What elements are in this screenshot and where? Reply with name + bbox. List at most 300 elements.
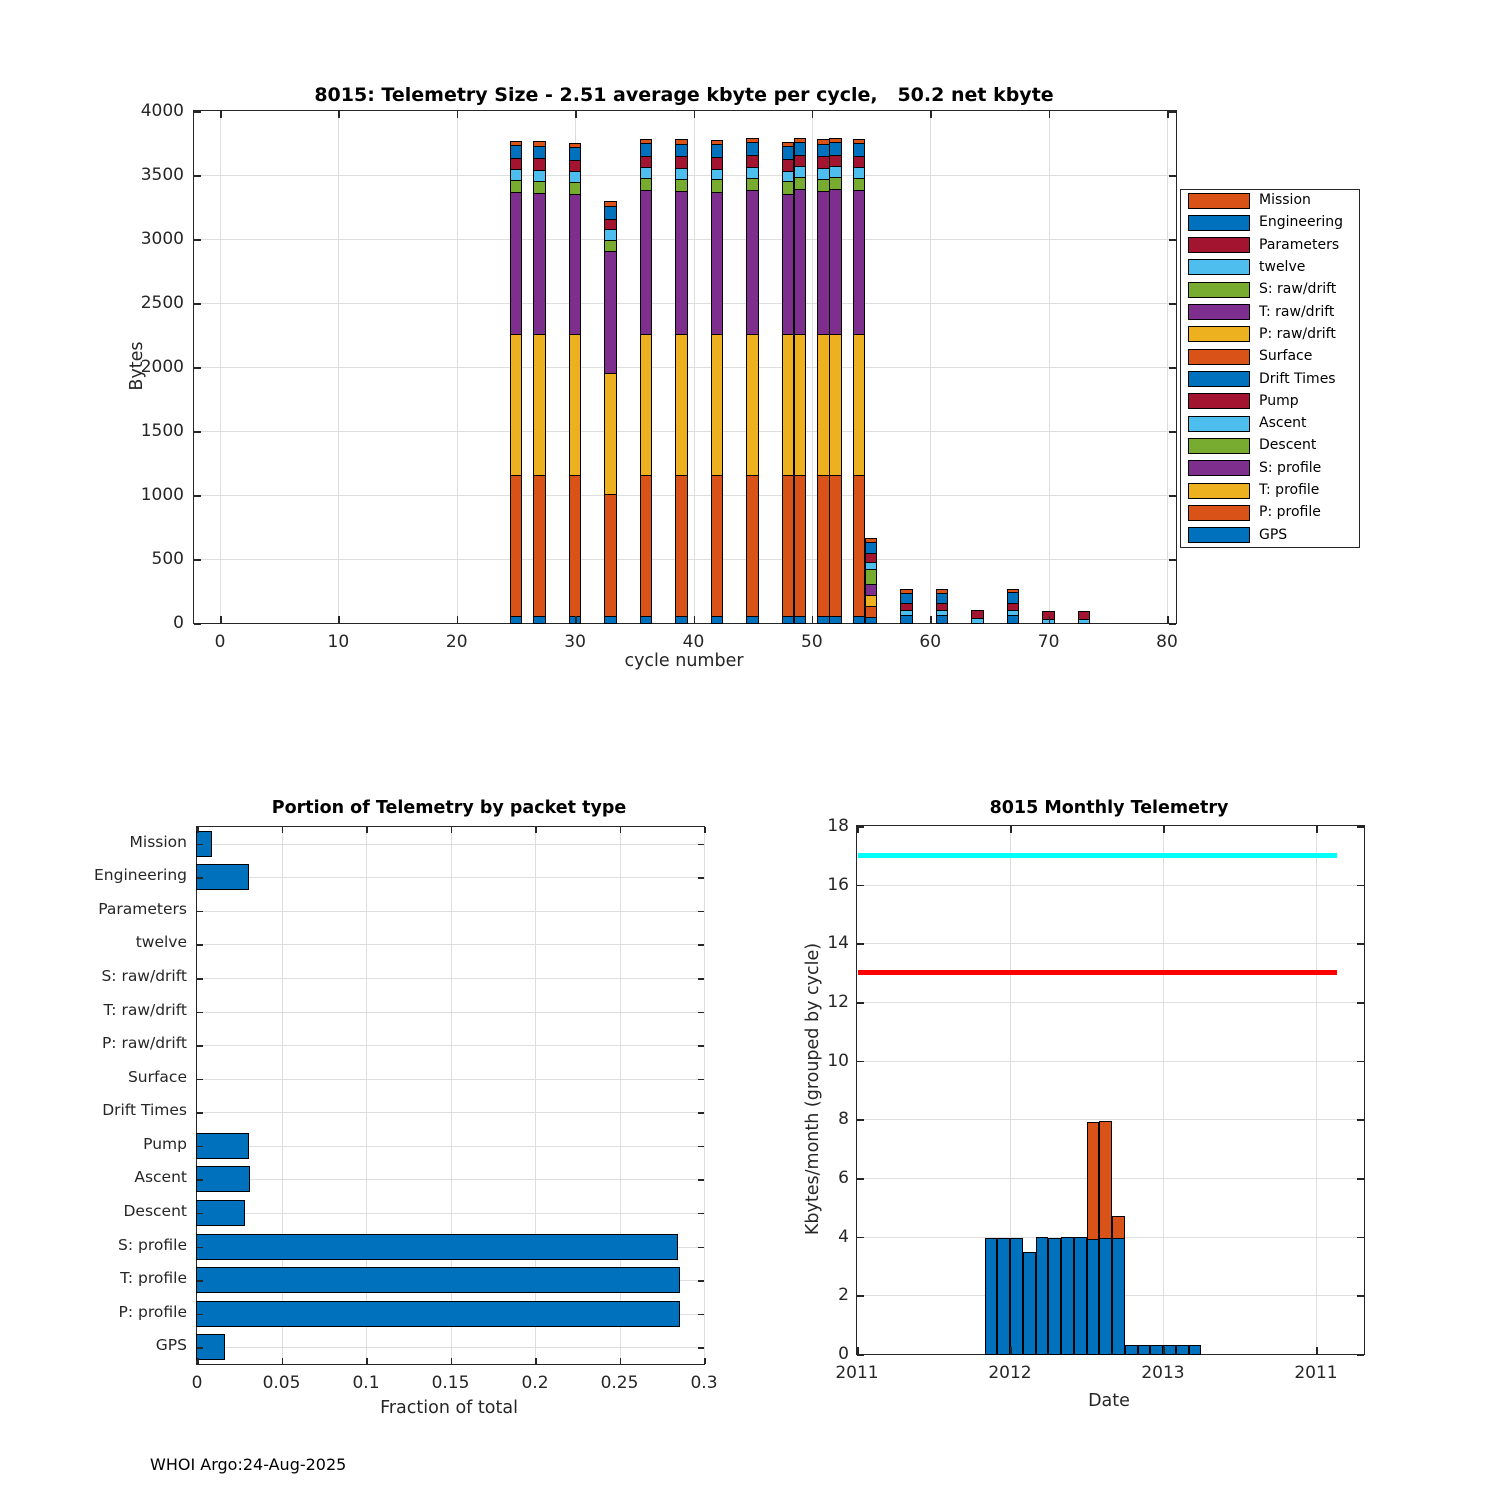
bar-segment-engineering	[747, 142, 758, 155]
y-tick	[194, 303, 201, 305]
x-tick	[366, 1358, 368, 1364]
category-label-surface: Surface	[127, 1067, 187, 1086]
legend-label-t-profile: T: profile	[1259, 482, 1320, 499]
category-label-t-raw-drift: T: raw/drift	[103, 1000, 187, 1019]
x-tick	[1167, 616, 1169, 623]
x-tick-mirror	[451, 827, 453, 833]
bar-segment-mission	[641, 140, 652, 143]
legend-swatch-t-raw-drift	[1189, 305, 1249, 319]
x-tick-mirror	[282, 827, 284, 833]
x-tick	[1316, 1347, 1318, 1354]
y-tick	[194, 367, 201, 369]
bar-segment-mission	[795, 139, 806, 142]
bar-segment-s-profile	[795, 189, 806, 334]
x-tick-mirror	[366, 827, 368, 833]
bar-segment-s-profile	[641, 190, 652, 334]
bar-segment-p-profile	[641, 475, 652, 616]
x-gridline	[1163, 826, 1164, 1354]
bar-segment-engineering	[676, 144, 687, 157]
bar-segment-ascent	[830, 166, 841, 177]
bar-segment-t-profile	[854, 334, 865, 475]
bar-segment-mission	[1008, 590, 1019, 593]
y-gridline	[857, 1061, 1364, 1062]
bar-segment-ascent	[972, 618, 983, 623]
y-gridline	[857, 943, 1364, 944]
bar-segment-p-profile	[795, 475, 806, 616]
legend-swatch-ascent	[1189, 417, 1249, 431]
y-tick-label: 3500	[140, 165, 184, 185]
bar-segment-mission	[511, 142, 522, 145]
bar-segment-mission	[901, 590, 912, 593]
bar-segment-p-profile	[818, 475, 829, 616]
bar-s-profile	[197, 1235, 677, 1259]
category-label-parameters: Parameters	[98, 899, 187, 918]
y-tick-mirror	[1169, 111, 1176, 113]
bar-segment-t-profile	[534, 334, 545, 475]
x-tick-mirror	[1316, 826, 1318, 833]
bar-segment-ascent	[534, 170, 545, 181]
bar-segment-ascent	[901, 610, 912, 616]
bar-segment-gps	[534, 616, 545, 623]
bar-t-profile	[197, 1268, 679, 1292]
bar-segment-s-profile	[854, 190, 865, 334]
y-tick-mirror	[1357, 1002, 1364, 1004]
y-tick-mirror	[698, 1045, 704, 1047]
bar-segment-t-profile	[795, 334, 806, 475]
monthly-bar-segment-blue	[998, 1239, 1009, 1354]
x-tick-mirror	[620, 827, 622, 833]
legend-label-p-raw-drift: P: raw/drift	[1259, 325, 1336, 342]
bar-segment-pump	[901, 603, 912, 610]
bar-segment-pump	[866, 553, 877, 562]
y-tick-label: 2000	[140, 357, 184, 377]
y-tick-mirror	[698, 844, 704, 846]
monthly-bar-segment-orange	[1100, 1122, 1111, 1237]
y-tick	[197, 1012, 203, 1014]
x-tick-label: 30	[564, 632, 586, 652]
top-chart-ylabel: Bytes	[127, 341, 147, 391]
y-tick-label: 12	[827, 992, 849, 1012]
legend-swatch-parameters	[1189, 238, 1249, 252]
x-tick	[575, 616, 577, 623]
x-tick	[457, 616, 459, 623]
bar-segment-engineering	[854, 143, 865, 156]
legend-swatch-s-profile	[1189, 461, 1249, 475]
y-tick-label: 14	[827, 933, 849, 954]
monthly-chart-xlabel: Date	[1088, 1391, 1130, 1411]
portion-chart-plot-area	[94, 826, 718, 1393]
x-tick	[1049, 616, 1051, 623]
bar-segment-gps	[937, 615, 948, 623]
bar-segment-s-profile	[866, 584, 877, 595]
legend-label-mission: Mission	[1259, 192, 1311, 208]
y-gridline	[197, 1347, 704, 1348]
bar-segment-s-profile	[712, 192, 723, 335]
bar-segment-t-profile	[605, 373, 616, 495]
legend-swatch-surface	[1189, 350, 1249, 364]
reference-line-17	[858, 853, 1337, 858]
monthly-bar-segment-blue	[1151, 1346, 1162, 1354]
legend-label-engineering: Engineering	[1259, 214, 1343, 231]
legend-label-t-raw-drift: T: raw/drift	[1259, 303, 1335, 320]
y-tick	[194, 111, 201, 113]
legend-swatch-descent	[1189, 439, 1249, 453]
bar-segment-p-profile	[534, 475, 545, 616]
x-tick-mirror	[197, 827, 199, 833]
y-tick-mirror	[698, 1079, 704, 1081]
legend-swatch-twelve	[1189, 260, 1249, 274]
bar-segment-descent	[783, 181, 794, 193]
x-tick-label: 0.1	[352, 1373, 380, 1393]
y-tick-mirror	[698, 911, 704, 913]
bar-segment-p-profile	[747, 475, 758, 616]
y-tick-label: 0	[838, 1344, 849, 1364]
bar-segment-mission	[866, 539, 877, 542]
y-tick-mirror	[1357, 943, 1364, 945]
x-tick-label: 60	[919, 632, 942, 652]
bar-segment-pump	[972, 611, 983, 617]
monthly-bar-segment-blue	[986, 1239, 997, 1354]
monthly-bar-segment-blue	[1088, 1239, 1099, 1354]
bar-segment-engineering	[901, 593, 912, 603]
y-tick-mirror	[1169, 623, 1176, 625]
bar-segment-descent	[641, 178, 652, 190]
bar-segment-pump	[830, 155, 841, 167]
monthly-bar-segment-blue	[1100, 1238, 1111, 1354]
x-tick-label: 80	[1156, 632, 1178, 652]
bar-segment-p-profile	[605, 494, 616, 616]
y-tick	[194, 495, 201, 497]
bar-segment-pump	[818, 156, 829, 168]
x-tick	[1163, 1347, 1165, 1354]
bar-segment-ascent	[605, 229, 616, 240]
bar-segment-engineering	[783, 146, 794, 159]
legend-label-descent: Descent	[1259, 437, 1317, 454]
bar-segment-s-profile	[511, 192, 522, 334]
x-tick-mirror	[535, 827, 537, 833]
y-tick-mirror	[698, 944, 704, 946]
bar-segment-gps	[795, 616, 806, 623]
bar-segment-s-profile	[747, 190, 758, 335]
bar-segment-s-profile	[570, 194, 581, 334]
y-tick-mirror	[1357, 1119, 1364, 1121]
bar-segment-engineering	[866, 542, 877, 553]
y-tick	[857, 1119, 864, 1121]
portion-chart-xlabel: Fraction of total	[380, 1398, 518, 1418]
bar-segment-ascent	[712, 169, 723, 180]
bar-segment-mission	[783, 143, 794, 146]
bar-segment-pump	[605, 219, 616, 229]
category-label-pump: Pump	[143, 1134, 187, 1153]
monthly-bar-segment-blue	[1062, 1238, 1073, 1354]
x-tick-mirror	[812, 111, 814, 118]
bar-segment-engineering	[641, 143, 652, 156]
bar-segment-gps	[1008, 615, 1019, 623]
x-tick-mirror	[1049, 111, 1051, 118]
x-gridline	[1316, 826, 1317, 1354]
y-tick-mirror	[1357, 1061, 1364, 1063]
bar-segment-pump	[783, 159, 794, 171]
bar-segment-pump	[641, 156, 652, 168]
monthly-chart-plot-area	[827, 816, 1365, 1383]
x-tick-label: 2012	[988, 1363, 1032, 1383]
y-tick-mirror	[1357, 1354, 1364, 1356]
y-tick-mirror	[1357, 885, 1364, 887]
y-tick-label: 3000	[140, 229, 184, 249]
bar-segment-engineering	[830, 142, 841, 155]
bar-segment-s-profile	[783, 194, 794, 335]
bar-segment-engineering	[795, 142, 806, 155]
legend-label-s-raw-drift: S: raw/drift	[1259, 281, 1337, 298]
y-tick-mirror	[1169, 559, 1176, 561]
x-tick-label: 70	[1037, 632, 1060, 652]
x-tick-mirror	[857, 826, 859, 833]
bar-segment-ascent	[866, 562, 877, 569]
y-tick	[197, 1280, 203, 1282]
monthly-bar-segment-blue	[1037, 1238, 1048, 1354]
x-tick	[535, 1358, 537, 1364]
y-gridline	[197, 911, 704, 912]
y-tick	[857, 1295, 864, 1297]
bar-engineering	[197, 865, 248, 889]
bar-segment-pump	[747, 155, 758, 167]
bar-segment-mission	[570, 144, 581, 147]
y-tick	[197, 877, 203, 879]
bar-segment-t-profile	[641, 334, 652, 475]
y-gridline	[857, 885, 1364, 886]
y-gridline	[197, 1146, 704, 1147]
y-tick-mirror	[698, 1146, 704, 1148]
bar-segment-gps	[866, 617, 877, 623]
x-tick-label: 0.3	[690, 1373, 718, 1393]
x-tick	[1010, 1347, 1012, 1354]
x-tick-label: 0.05	[262, 1373, 301, 1393]
x-tick	[812, 616, 814, 623]
y-tick-mirror	[1357, 1237, 1364, 1239]
y-tick	[857, 1354, 864, 1356]
legend-swatch-engineering	[1189, 216, 1249, 230]
y-gridline	[857, 1002, 1364, 1003]
monthly-bar-segment-blue	[1075, 1238, 1086, 1354]
bar-segment-p-profile	[676, 475, 687, 616]
bar-segment-pump	[570, 160, 581, 172]
bar-segment-mission	[818, 140, 829, 143]
monthly-bar-segment-blue	[1049, 1239, 1060, 1354]
bar-segment-p-profile	[783, 475, 794, 616]
legend-swatch-drift-times	[1189, 372, 1249, 386]
bar-segment-engineering	[1008, 592, 1019, 602]
y-tick	[197, 911, 203, 913]
bar-segment-s-profile	[605, 251, 616, 373]
y-tick	[857, 1178, 864, 1180]
category-label-s-profile: S: profile	[118, 1235, 187, 1254]
bar-segment-gps	[901, 615, 912, 623]
y-tick-mirror	[1169, 303, 1176, 305]
y-tick-mirror	[698, 877, 704, 879]
x-tick-mirror	[575, 111, 577, 118]
category-label-ascent: Ascent	[134, 1168, 187, 1187]
x-tick-label: 0	[191, 1373, 203, 1393]
bar-segment-p-profile	[830, 475, 841, 616]
bar-segment-t-profile	[712, 334, 723, 475]
y-tick-label: 6	[838, 1168, 849, 1188]
monthly-bar-segment-blue	[1164, 1346, 1175, 1354]
y-tick	[194, 175, 201, 177]
y-tick-mirror	[1357, 1178, 1364, 1180]
bar-segment-engineering	[712, 144, 723, 157]
x-tick-label: 0.2	[521, 1373, 549, 1393]
legend-label-surface: Surface	[1259, 348, 1313, 365]
bar-segment-descent	[854, 178, 865, 190]
legend-label-drift-times: Drift Times	[1259, 370, 1336, 387]
x-tick-mirror	[220, 111, 222, 118]
bar-segment-t-profile	[818, 334, 829, 475]
bar-segment-t-profile	[783, 334, 794, 475]
bar-segment-descent	[818, 179, 829, 191]
bar-segment-descent	[795, 177, 806, 189]
legend	[1180, 189, 1360, 548]
category-label-t-profile: T: profile	[120, 1269, 187, 1288]
y-tick-label: 18	[827, 816, 849, 836]
monthly-bar-segment-orange	[1113, 1217, 1124, 1238]
monthly-bar-segment-orange	[1088, 1123, 1099, 1238]
bar-segment-pump	[676, 156, 687, 168]
y-gridline	[197, 844, 704, 845]
y-tick	[194, 623, 201, 625]
monthly-bar-segment-blue	[1177, 1346, 1188, 1354]
y-tick	[857, 885, 864, 887]
bar-segment-ascent	[676, 168, 687, 179]
bar-ascent	[197, 1167, 249, 1191]
y-tick-label: 2	[838, 1285, 849, 1306]
bar-segment-ascent	[783, 171, 794, 182]
y-tick-label: 4	[838, 1226, 849, 1247]
monthly-bar-segment-blue	[1113, 1238, 1124, 1354]
bar-segment-engineering	[605, 206, 616, 219]
y-tick-mirror	[698, 1314, 704, 1316]
legend-label-twelve: twelve	[1259, 258, 1306, 275]
x-tick	[197, 1358, 199, 1364]
x-tick	[338, 616, 340, 623]
bar-segment-gps	[676, 616, 687, 623]
x-tick-label: 0.15	[431, 1373, 470, 1393]
y-tick-mirror	[1169, 367, 1176, 369]
category-label-descent: Descent	[123, 1201, 187, 1220]
y-tick	[197, 844, 203, 846]
monthly-bar-segment-blue	[1126, 1346, 1137, 1354]
bar-segment-p-profile	[866, 606, 877, 617]
y-tick-label: 4000	[140, 101, 184, 121]
x-tick	[620, 1358, 622, 1364]
bar-segment-descent	[534, 181, 545, 193]
x-tick-mirror	[694, 111, 696, 118]
bar-segment-s-profile	[534, 193, 545, 334]
bar-segment-ascent	[854, 167, 865, 178]
y-tick-mirror	[1169, 431, 1176, 433]
bar-segment-p-profile	[511, 475, 522, 616]
y-gridline	[197, 978, 704, 979]
monthly-bar-segment-blue	[1139, 1346, 1150, 1354]
legend-label-pump: Pump	[1259, 392, 1299, 409]
y-tick	[197, 978, 203, 980]
bar-segment-ascent	[1079, 619, 1090, 623]
y-tick	[197, 1112, 203, 1114]
bar-segment-gps	[830, 616, 841, 623]
bar-segment-mission	[676, 140, 687, 143]
bar-segment-gps	[818, 616, 829, 623]
top-chart-xlabel: cycle number	[624, 651, 744, 671]
x-tick-mirror	[338, 111, 340, 118]
legend-swatch-t-profile	[1189, 484, 1249, 498]
bar-segment-s-profile	[818, 191, 829, 334]
bar-pump	[197, 1134, 248, 1158]
y-tick-mirror	[1357, 826, 1364, 828]
bar-segment-mission	[605, 202, 616, 206]
x-tick-label: 10	[327, 632, 350, 652]
bar-segment-ascent	[747, 167, 758, 178]
bar-segment-descent	[570, 182, 581, 194]
bar-segment-mission	[830, 139, 841, 142]
bar-segment-ascent	[818, 168, 829, 179]
y-tick	[197, 1314, 203, 1316]
x-tick	[704, 1358, 706, 1364]
x-gridline	[704, 827, 705, 1364]
legend-label-parameters: Parameters	[1259, 236, 1340, 253]
x-tick-label: 40	[682, 632, 705, 652]
y-tick-mirror	[698, 1213, 704, 1215]
y-tick-mirror	[698, 1012, 704, 1014]
monthly-bar-segment-blue	[1190, 1346, 1201, 1354]
category-label-p-profile: P: profile	[118, 1302, 187, 1321]
bar-segment-pump	[1079, 612, 1090, 618]
bar-segment-p-profile	[854, 475, 865, 616]
y-tick-label: 1000	[140, 485, 184, 505]
y-tick-mirror	[698, 1347, 704, 1349]
bar-segment-s-profile	[830, 189, 841, 334]
bar-segment-descent	[712, 179, 723, 191]
y-tick-label: 16	[827, 874, 849, 895]
y-tick-mirror	[1169, 239, 1176, 241]
x-tick-mirror	[1010, 826, 1012, 833]
bar-segment-gps	[641, 616, 652, 623]
footer-text: WHOI Argo:24-Aug-2025	[150, 1455, 347, 1474]
bar-segment-mission	[712, 141, 723, 144]
bar-segment-p-profile	[570, 475, 581, 616]
bar-segment-gps	[783, 616, 794, 623]
y-tick-mirror	[1169, 495, 1176, 497]
monthly-chart-title: 8015 Monthly Telemetry	[989, 798, 1229, 818]
bar-segment-t-profile	[866, 595, 877, 606]
legend-swatch-s-raw-drift	[1189, 283, 1249, 297]
y-gridline	[197, 1079, 704, 1080]
x-tick	[282, 1358, 284, 1364]
y-tick	[857, 1061, 864, 1063]
bar-segment-mission	[534, 142, 545, 145]
bar-segment-mission	[937, 590, 948, 593]
y-tick	[197, 1247, 203, 1249]
reference-line-13	[858, 970, 1337, 975]
bar-segment-s-profile	[676, 191, 687, 334]
x-tick	[220, 616, 222, 623]
bar-segment-t-profile	[747, 334, 758, 475]
bar-segment-mission	[747, 139, 758, 142]
bar-segment-descent	[511, 180, 522, 192]
bar-segment-ascent	[641, 167, 652, 178]
y-tick	[197, 1179, 203, 1181]
legend-swatch-p-raw-drift	[1189, 327, 1249, 341]
y-tick	[857, 943, 864, 945]
bar-segment-t-profile	[676, 334, 687, 475]
